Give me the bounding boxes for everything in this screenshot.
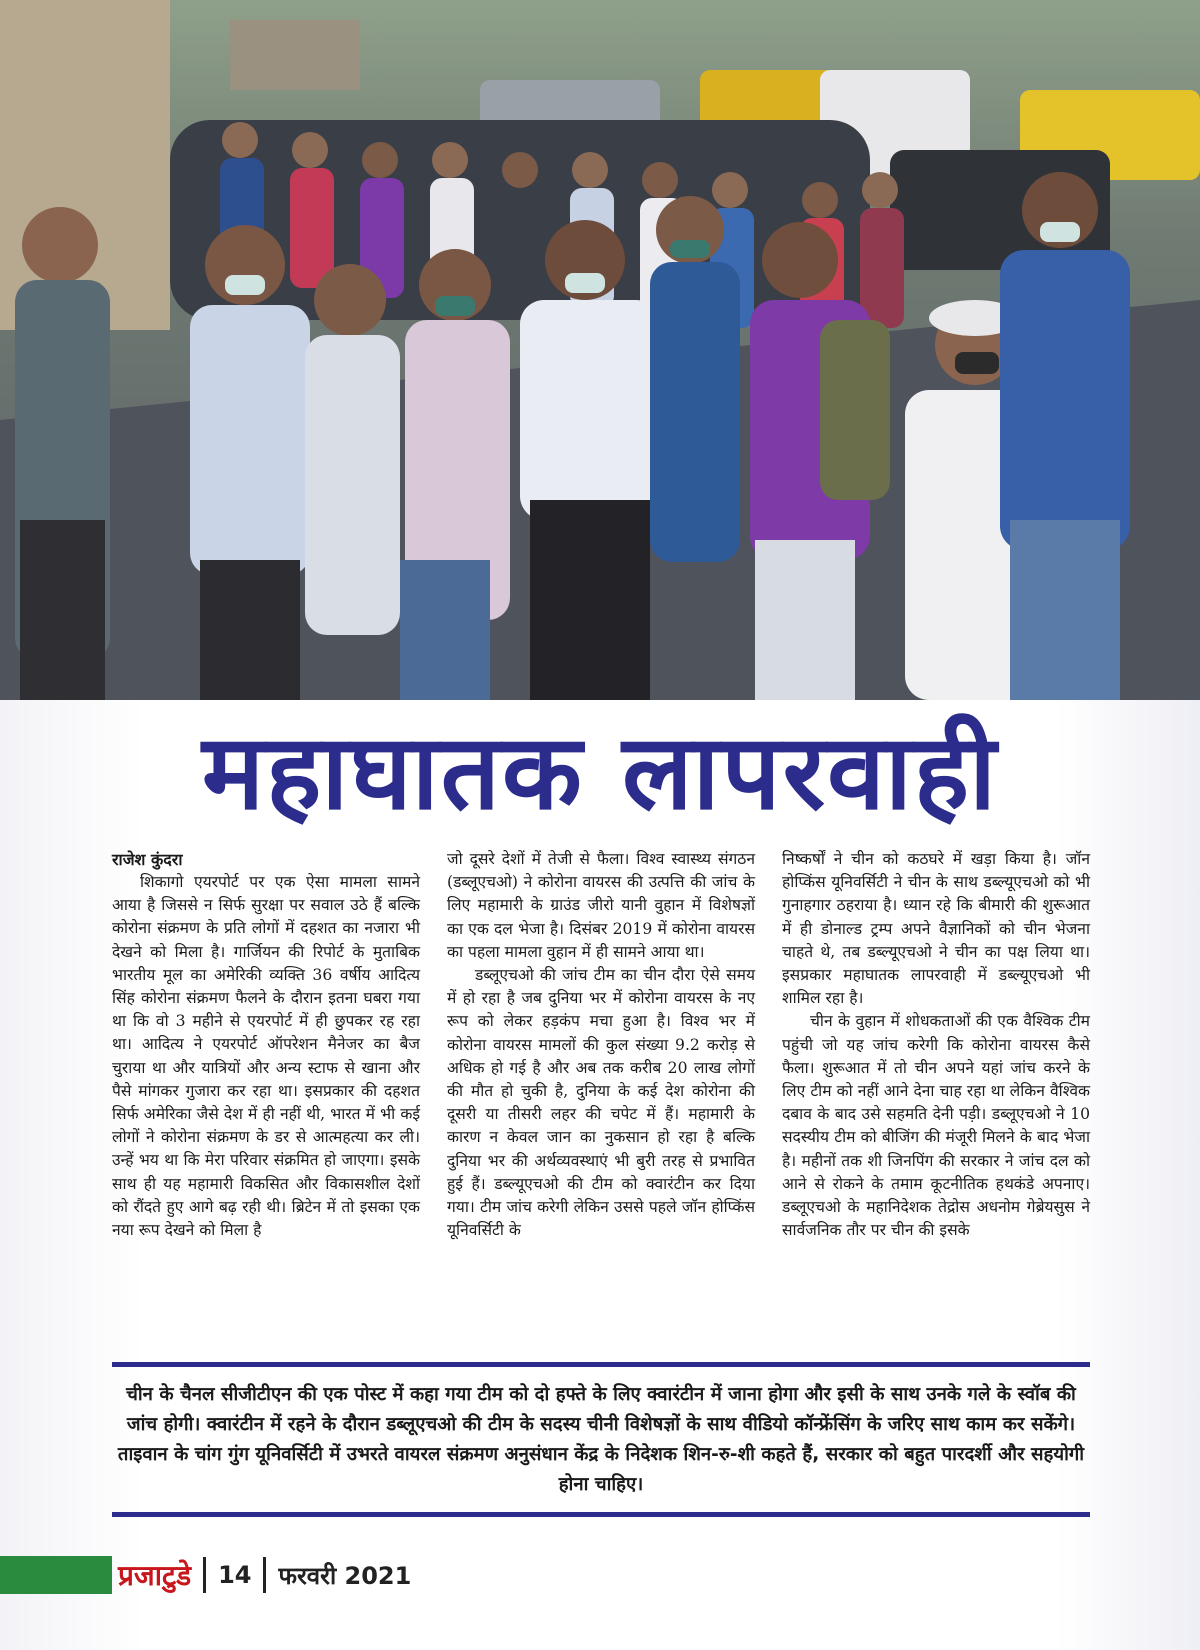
paragraph: डब्लूएचओ की जांच टीम का चीन दौरा ऐसे समय में हो रहा है जब दुनिया भर में कोरोना वायरस के नए रूप को लेकर हड़कंप मचा हुआ है। विश्व भर में कोरोना वायरस मामलों की कुल संख्या 9.2 करोड़ से अधिक हो गई है और अब तक करीब 20 लाख लोगों की मौत हो चुकी है, दुनिया के कई देश कोरोना की दूसरी या तीसरी लहर की चपेट में हैं। महामारी के कारण न केवल जान का नुकसान हो रहा है बल्कि दुनिया भर की अर्थव्यवस्थाएं भी बुरी तरह से प्रभावित हुई हैं। डब्ल्यूएचओ की टीम को क्वारंटीन कर दिया गया। टीम जांच करेगी लेकिन उससे पहले जॉन होप्किंस यूनिवर्सिटी के: [447, 966, 755, 1240]
issue-date: फरवरी 2021: [278, 1561, 412, 1590]
paragraph: निष्कर्षों ने चीन को कठघरे में खड़ा किया है। जॉन होप्किंस यूनिवर्सिटी ने चीन के साथ डब्ल्यूएचओ को भी गुनाहगार ठहराया है। ध्यान रहे कि बीमारी की शुरूआत में ही डोनाल्ड ट्रम्प अपने वैज्ञानिकों को चीन भेजना चाहते थे, तब डब्ल्यूएचओ ने चीन का पक्ष लिया था। इसप्रकार महाघातक लापरवाही में डब्ल्यूएचओ भी शामिल रहा है।: [782, 850, 1090, 1008]
article-column-1: [112, 848, 420, 1338]
page-footer: [0, 1550, 600, 1600]
paragraph: शिकागो एयरपोर्ट पर एक ऐसा मामला सामने आया है जिससे न सिर्फ सुरक्षा पर सवाल उठे हैं बल्कि कोरोना संक्रमण के प्रति लोगों में दहशत का नजारा भी देखने को मिला है। गार्जियन की रिपोर्ट के मुताबिक भारतीय मूल का अमेरिकी व्यक्ति 36 वर्षीय आदित्य सिंह कोरोना संक्रमण फैलने के दौरान इतना घबरा गया था कि वो 3 महीने से एयरपोर्ट में ही छुपकर रह रहा था। आदित्य ने एयरपोर्ट ऑपरेशन मैनेजर का बैज चुराया था और यात्रियों और अन्य स्टाफ से खाना और पैसे मांगकर गुजारा कर रहा था। इसप्रकार की दहशत सिर्फ अमेरिका जैसे देश में ही नहीं थी, भारत में भी कई लोगों ने कोरोना संक्रमण के डर से आत्महत्या कर ली। उन्हें भय था कि मेरा परिवार संक्रमित हो जाएगा। इसके साथ ही यह महामारी विकसित और विकासशील देशों को रौंदते हुए आगे बढ़ रही थी। ब्रिटेन में तो इसका एक नया रूप देखने को मिला है: [112, 873, 420, 1240]
magazine-brand: प्रजाटुडे: [118, 1559, 192, 1592]
quote-bottom-rule: [112, 1512, 1090, 1517]
page-number: 14: [218, 1561, 252, 1589]
article-column-3: [782, 848, 1090, 1338]
byline: राजेश कुंदरा: [112, 850, 183, 869]
crowd-photo-illustration: [0, 0, 1200, 700]
paragraph: चीन के वुहान में शोधकताओं की एक वैश्विक टीम पहुंची जो यह जांच करेगी कि कोरोना वायरस कैसे फैला। शुरूआत में तो चीन अपने यहां जांच करने के लिए टीम को नहीं आने देना चाह रहा था लेकिन वैश्विक दबाव के बाद उसे सहमति देनी पड़ी। डब्लूएचओ ने 10 सदस्यीय टीम को बीजिंग की मंजूरी मिलने के बाद भेजा है। महीनों तक शी जिनपिंग की सरकार ने जांच दल को आने से रोकने के तमाम कूटनीतिक हथकंडे अपनाए। डब्लूएचओ के महानिदेशक तेद्रोस अधनोम गेब्रेयसुस ने सार्वजनिक तौर पर चीन की इसके: [782, 1012, 1090, 1240]
article-column-2: [447, 848, 755, 1338]
footer-green-bar: [0, 1556, 112, 1594]
quote-top-rule: [112, 1362, 1090, 1367]
headline: महाघातक लापरवाही: [201, 711, 999, 833]
footer-divider: [263, 1557, 266, 1593]
footer-divider: [203, 1557, 206, 1593]
crowd-photo: [0, 0, 1200, 700]
pull-quote: चीन के चैनल सीजीटीएन की एक पोस्ट में कहा गया टीम को दो हफ्ते के लिए क्वारंटीन में जाना होगा और इसी के साथ उनके गले के स्वॉब की जांच होगी। क्वारंटीन में रहने के दौरान डब्लूएचओ की टीम के सदस्य चीनी विशेषज्ञों के साथ वीडियो कॉन्फ्रेंसिंग के जरिए साथ काम कर सकेंगे। ताइवान के चांग गुंग यूनिवर्सिटी में उभरते वायरल संक्रमण अनुसंधान केंद्र के निदेशक शिन-रु-शी कहते हैं, सरकार को बहुत पारदर्शी और सहयोगी होना चाहिए।: [117, 1384, 1085, 1495]
paragraph: जो दूसरे देशों में तेजी से फैला। विश्व स्वास्थ्य संगठन (डब्लूएचओ) ने कोरोना वायरस की उत्पत्ति की जांच के लिए महामारी के ग्राउंड जीरो यानी वुहान में विशेषज्ञों का एक दल भेजा है। दिसंबर 2019 में कोरोना वायरस का पहला मामला वुहान में ही सामने आया था।: [447, 850, 755, 961]
article-body: [112, 848, 1090, 1338]
